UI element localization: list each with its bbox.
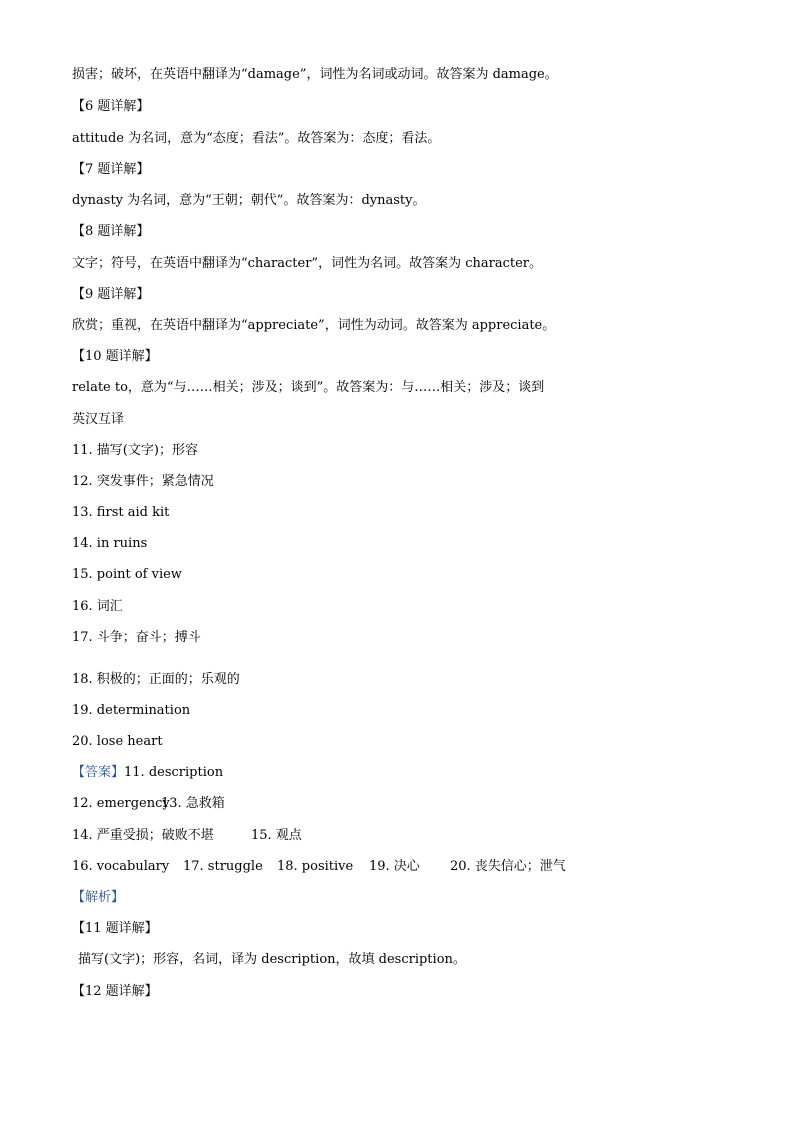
answer-row-3: [72, 827, 302, 845]
question-11: 11. 描写(文字)；形容: [72, 443, 198, 458]
question-16: 16. 词汇: [72, 599, 123, 614]
answer-13: 13. 急救箱: [161, 796, 225, 811]
text-line-description: 描写(文字)；形容，名词，译为 description，故填 description。: [78, 952, 466, 967]
answer-20: 20. 丧失信心；泄气: [450, 859, 566, 874]
text-line-appreciate: 欣赏；重视，在英语中翻译为“appreciate”，词性为动词。故答案为 appreciate。: [72, 318, 556, 333]
question-17: 17. 斗争；奋斗；搏斗: [72, 630, 201, 645]
answer-17: 17. struggle: [183, 859, 263, 874]
heading-q11: 【11 题详解】: [72, 921, 158, 936]
text-line-character: 文字；符号，在英语中翻译为“character”，词性为名词。故答案为 character。: [72, 256, 542, 271]
question-18: 18. 积极的；正面的；乐观的: [72, 672, 240, 687]
heading-q6: 【6 题详解】: [72, 99, 150, 114]
heading-q12: 【12 题详解】: [72, 984, 158, 999]
answer-12: 12. emergency: [72, 796, 170, 811]
text-line-attitude: attitude 为名词，意为“态度；看法”。故答案为：态度；看法。: [72, 131, 441, 146]
heading-q10: 【10 题详解】: [72, 349, 158, 364]
answer-18: 18. positive: [277, 859, 354, 874]
answer-15: 15. 观点: [251, 828, 302, 843]
answer-line: [72, 764, 223, 782]
text-line-dynasty: dynasty 为名词，意为“王朝；朝代”。故答案为：dynasty。: [72, 193, 426, 208]
heading-q8: 【8 题详解】: [72, 224, 150, 239]
heading-q7: 【7 题详解】: [72, 162, 150, 177]
question-15: 15. point of view: [72, 567, 182, 582]
heading-q9: 【9 题详解】: [72, 287, 150, 302]
answer-row-2: [72, 795, 225, 813]
analysis-tag: 【解析】: [72, 890, 125, 905]
text-line-damage: 损害；破坏，在英语中翻译为“damage”，词性为名词或动词。故答案为 damage。: [72, 67, 558, 82]
answer-19: 19. 决心: [369, 859, 420, 874]
answer-tag: 【答案】: [72, 765, 125, 780]
answer-14: 14. 严重受损；破败不堪: [72, 828, 214, 843]
answer-row-4: [72, 858, 566, 876]
text-line-relate-to: relate to，意为“与……相关；涉及；谈到”。故答案为：与……相关；涉及；谈到: [72, 380, 545, 395]
question-14: 14. in ruins: [72, 536, 148, 551]
question-13: 13. first aid kit: [72, 505, 170, 520]
question-20: 20. lose heart: [72, 734, 163, 749]
question-12: 12. 突发事件；紧急情况: [72, 474, 214, 489]
answer-11: 11. description: [124, 765, 224, 780]
answer-16: 16. vocabulary: [72, 859, 170, 874]
question-19: 19. determination: [72, 703, 191, 718]
section-title-translation: 英汉互译: [72, 412, 125, 427]
